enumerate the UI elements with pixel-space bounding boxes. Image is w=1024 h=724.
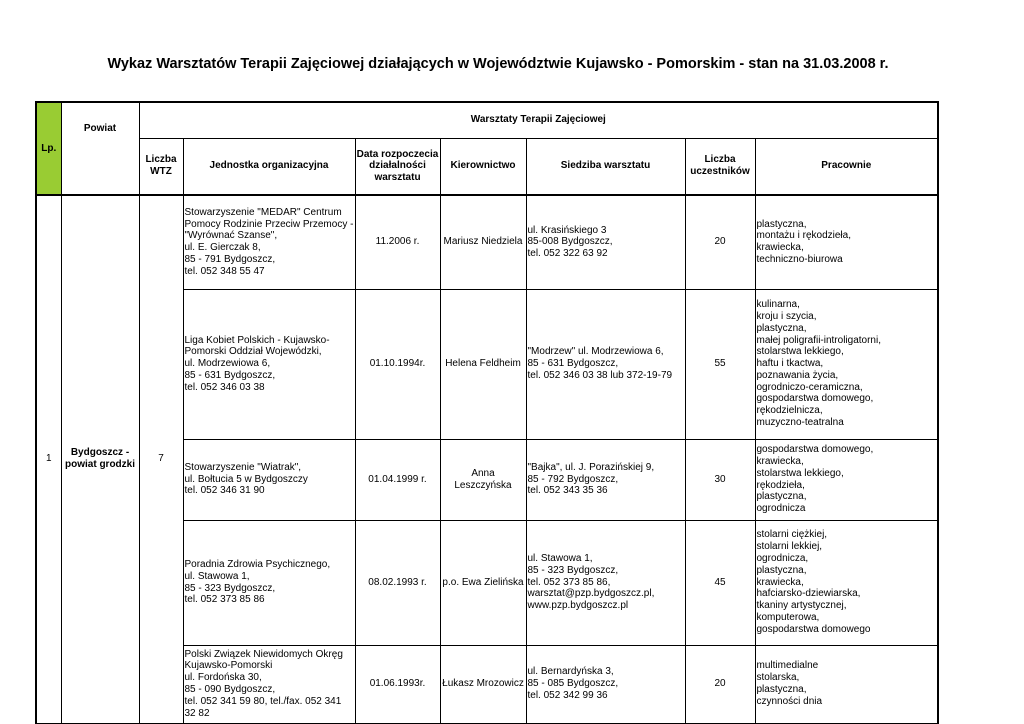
header-pracownie: Pracownie xyxy=(755,138,938,195)
jednostka-cell: Poradnia Zdrowia Psychicznego, ul. Stawowa 1, 85 - 323 Bydgoszcz, tel. 052 373 85 86 xyxy=(183,520,355,645)
header-siedziba: Siedziba warsztatu xyxy=(526,138,685,195)
jednostka-cell: Stowarzyszenie "Wiatrak", ul. Bołtucia 5 w Bydgoszczy tel. 052 346 31 90 xyxy=(183,439,355,520)
uczestnicy-cell: 20 xyxy=(685,645,755,723)
data-cell: 01.10.1994r. xyxy=(355,289,440,439)
wtz-table-sheet xyxy=(35,101,937,724)
siedziba-cell: ul. Bernardyńska 3, 85 - 085 Bydgoszcz, tel. 052 342 99 36 xyxy=(526,645,685,723)
kierownictwo-cell: Mariusz Niedziela xyxy=(440,195,526,289)
siedziba-cell: "Bajka", ul. J. Porazińskiej 9, 85 - 792 Bydgoszcz, tel. 052 343 35 36 xyxy=(526,439,685,520)
header-jednostka: Jednostka organizacyjna xyxy=(183,138,355,195)
kierownictwo-cell: Łukasz Mrozowicz xyxy=(440,645,526,723)
jednostka-cell: Liga Kobiet Polskich - Kujawsko-Pomorski Oddział Wojewódzki, ul. Modrzewiowa 6, 85 - 631 Bydgoszcz, tel. 052 346 03 38 xyxy=(183,289,355,439)
uczestnicy-cell: 45 xyxy=(685,520,755,645)
liczba-wtz-cell: 7 xyxy=(139,195,183,723)
pracownie-cell: stolarni ciężkiej, stolarni lekkiej, ogrodnicza, plastyczna, krawiecka, hafciarsko-dziewiarska, tkaniny artystycznej, komputerowa, gospodarstwa domowego xyxy=(755,520,938,645)
header-group: Warsztaty Terapii Zajęciowej xyxy=(139,102,938,138)
header-uczestnicy: Liczba uczestników xyxy=(685,138,755,195)
kierownictwo-cell: Anna Leszczyńska xyxy=(440,439,526,520)
table-row xyxy=(36,195,938,289)
header-kierownictwo: Kierownictwo xyxy=(440,138,526,195)
header-data: Data rozpoczecia działalności warsztatu xyxy=(355,138,440,195)
page-title: Wykaz Warsztatów Terapii Zajęciowej działających w Województwie Kujawsko - Pomorskim - stan na 31.03.2008 r. xyxy=(107,56,889,72)
header-lp: Lp. xyxy=(36,102,61,195)
lp-cell: 1 xyxy=(36,195,61,723)
data-cell: 01.06.1993r. xyxy=(355,645,440,723)
jednostka-cell: Stowarzyszenie "MEDAR" Centrum Pomocy Rodzinie Przeciw Przemocy - "Wyrównać Szanse", ul. E. Gierczak 8, 85 - 791 Bydgoszcz, tel. 052 348 55 47 xyxy=(183,195,355,289)
powiat-cell: Bydgoszcz - powiat grodzki xyxy=(61,195,139,723)
kierownictwo-cell: Helena Feldheim xyxy=(440,289,526,439)
pracownie-cell: gospodarstwa domowego, krawiecka, stolarstwa lekkiego, rękodzieła, plastyczna, ogrodnicza xyxy=(755,439,938,520)
jednostka-cell: Polski Związek Niewidomych Okręg Kujawsko-Pomorski ul. Fordońska 30, 85 - 090 Bydgoszcz, tel. 052 341 59 80, tel./fax. 052 341 32 82 xyxy=(183,645,355,723)
pracownie-cell: plastyczna, montażu i rękodzieła, krawiecka, techniczno-biurowa xyxy=(755,195,938,289)
header-liczba-wtz: Liczba WTZ xyxy=(139,138,183,195)
siedziba-cell: ul. Krasińskiego 3 85-008 Bydgoszcz, tel. 052 322 63 92 xyxy=(526,195,685,289)
data-cell: 08.02.1993 r. xyxy=(355,520,440,645)
pracownie-cell: multimedialne stolarska, plastyczna, czynności dnia xyxy=(755,645,938,723)
data-cell: 11.2006 r. xyxy=(355,195,440,289)
header-powiat: Powiat xyxy=(61,102,139,195)
pracownie-cell: kulinarna, kroju i szycia, plastyczna, małej poligrafii-introligatorni, stolarstwa lekkiego, haftu i tkactwa, poznawania życia, ogrodniczo-ceramiczna, gospodarstwa domowego, rękodzielnicza, muzyczno-teatralna xyxy=(755,289,938,439)
uczestnicy-cell: 30 xyxy=(685,439,755,520)
kierownictwo-cell: p.o. Ewa Zielińska xyxy=(440,520,526,645)
siedziba-cell: ul. Stawowa 1, 85 - 323 Bydgoszcz, tel. 052 373 85 86, warsztat@pzp.bydgoszcz.pl, www.pzp.bydgoszcz.pl xyxy=(526,520,685,645)
data-cell: 01.04.1999 r. xyxy=(355,439,440,520)
uczestnicy-cell: 20 xyxy=(685,195,755,289)
wtz-table xyxy=(35,101,939,724)
uczestnicy-cell: 55 xyxy=(685,289,755,439)
siedziba-cell: "Modrzew" ul. Modrzewiowa 6, 85 - 631 Bydgoszcz, tel. 052 346 03 38 lub 372-19-79 xyxy=(526,289,685,439)
